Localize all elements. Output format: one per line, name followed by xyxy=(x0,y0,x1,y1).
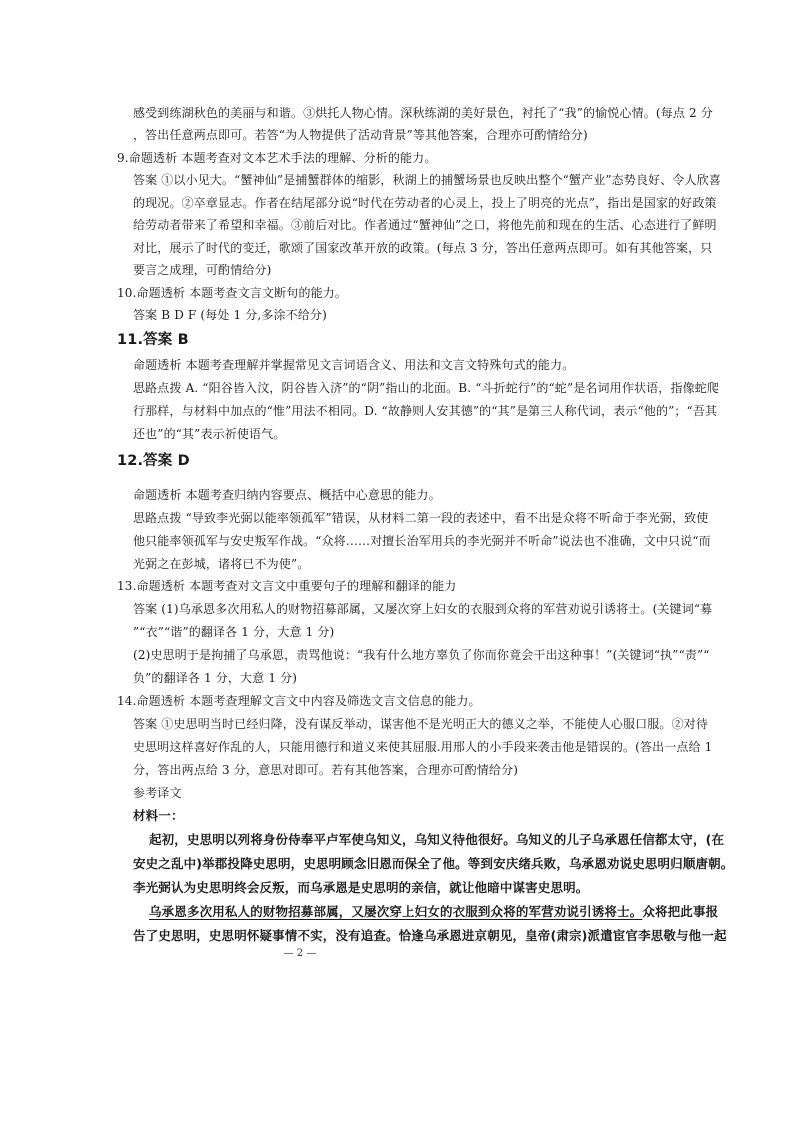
question-9-heading: 9.命题透析 本题考查对文本艺术手法的理解、分析的能力。 xyxy=(117,151,437,165)
text-line: 答案 (1)乌承恩多次用私人的财物招募部属，又屡次穿上妇女的衣服到众将的军营劝说引诱将士。(关键词“募 xyxy=(133,602,713,616)
answer-12-heading: 12.答案 D xyxy=(117,453,190,469)
translation-line-tail: 众将把此事报 xyxy=(642,904,719,919)
text-line: 史思明这样喜好作乱的人，只能用德行和道义来使其屈服.用邢人的小手段来袭击他是错误的。(答出一点给 1 xyxy=(133,740,713,754)
translation-line: 李光弼认为史思明终会反叛，而乌承恩是史思明的亲信，就让他暗中谋害史思明。 xyxy=(133,880,589,895)
text-line: 给劳动者带来了希望和幸福。③前后对比。作者通过“蟹神仙”之口，将他先前和现在的生活、心态进行了鲜明 xyxy=(133,218,717,232)
text-line: 感受到练湖秋色的美丽与和谐。③烘托人物心情。深秋练湖的美好景色，衬托了“我”的愉悦心情。(每点 2 分 xyxy=(133,106,713,120)
underlined-sentence: 乌承恩多次用私人的财物招募部属，又屡次穿上妇女的衣服到众将的军营劝说引诱将士。 xyxy=(149,904,643,919)
text-line: 对比，展示了时代的变迁，歌颂了国家改革开放的政策。(每点 3 分，答出任意两点即可。如有其他答案，只 xyxy=(133,241,713,255)
answer-11-heading: 11.答案 B xyxy=(117,332,189,348)
question-14-heading: 14.命题透析 本题考查理解文言文中内容及筛选文言文信息的能力。 xyxy=(117,694,481,708)
translation-line: 起初，史思明以列将身份侍奉平卢军使乌知义，乌知义待他很好。乌知义的儿子乌承恩任信都太守，(在 xyxy=(149,832,725,847)
text-line: ”“衣”“谐”的翻译各 1 分，大意 1 分) xyxy=(133,625,335,639)
text-line: 要言之成理，可酌情给分) xyxy=(133,263,272,277)
translation-line: 告了史思明，史思明怀疑事情不实，没有追查。恰逢乌承恩进京朝见，皇帝(肃宗)派遣宦官李思敬与他一起 xyxy=(133,928,727,943)
text-line: 答案 ①以小见大。“蟹神仙”是捕蟹群体的缩影，秋湖上的捕蟹场景也反映出整个“蟹产业”态势良好、令人欣喜 xyxy=(133,173,722,187)
text-line: (2)史思明于是拘捕了乌承恩，责骂他说：“我有什么地方辜负了你而你竟会干出这种事！”(关键词“执”“责”“ xyxy=(133,648,710,662)
text-line: 行那样，与材料中加点的“惟”用法不相同。D. “故静则人安其德”的“其”是第三人称代词，表示“他的”；“吾其 xyxy=(133,404,718,418)
text-line: 思路点拨 A. “阳谷皆入汶，阴谷皆入济”的“阴”指山的北面。B. “斗折蛇行”的“蛇”是名词用作状语，指像蛇爬 xyxy=(133,381,720,395)
text-line: 答案 ①史思明当时已经归降，没有谋反举动，谋害他不是光明正大的德义之举，不能使人心服口服。②对待 xyxy=(133,717,709,731)
text-line: 分，答出两点给 3 分，意思对即可。若有其他答案，合理亦可酌情给分) xyxy=(133,763,519,777)
question-10-heading: 10.命题透析 本题考查文言文断句的能力。 xyxy=(117,286,348,300)
text-line: 的现况。②卒章显志。作者在结尾部分说“时代在劳动者的心灵上，投上了明亮的光点”，指出是国家的好政策 xyxy=(133,196,717,210)
text-line: 他只能率领孤军与安史叛军作战。“众将……对擅长治军用兵的李光弼并不听命”说法也不准确，文中只说“而 xyxy=(133,534,711,548)
translation-line: 安史之乱中)举郡投降史思明，史思明顾念旧恩而保全了他。等到安庆绪兵败，乌承恩劝说史思明归顺唐朝。 xyxy=(133,856,734,871)
page-number: — 2 — xyxy=(283,948,317,959)
text-line: 还也”的“其”表示祈使语气。 xyxy=(133,427,286,441)
material-one-label: 材料一： xyxy=(133,808,184,823)
reference-translation-heading: 参考译文 xyxy=(133,786,182,800)
text-line: 答案 B D F (每处 1 分,多涂不给分) xyxy=(133,308,327,322)
text-line: 光弼之在彭城，诸将已不为使”。 xyxy=(133,557,310,571)
text-line: 负”的翻译各 1 分，大意 1 分) xyxy=(133,671,298,685)
text-line: 思路点拨 “导致李光弼以能率领孤军”错误，从材料二第一段的表述中，看不出是众将不听命于李光弼，致使 xyxy=(133,511,709,525)
translation-line xyxy=(149,903,718,921)
question-13-heading: 13.命题透析 本题考查对文言文中重要句子的理解和翻译的能力 xyxy=(117,579,457,593)
text-line: 命题透析 本题考查归纳内容要点、概括中心意思的能力。 xyxy=(133,488,441,502)
text-line: ，答出任意两点即可。若答“为人物提供了活动背景”等其他答案，合理亦可酌情给分) xyxy=(133,128,588,142)
text-line: 命题透析 本题考查理解并掌握常见文言词语含义、用法和文言文特殊句式的能力。 xyxy=(133,358,575,372)
